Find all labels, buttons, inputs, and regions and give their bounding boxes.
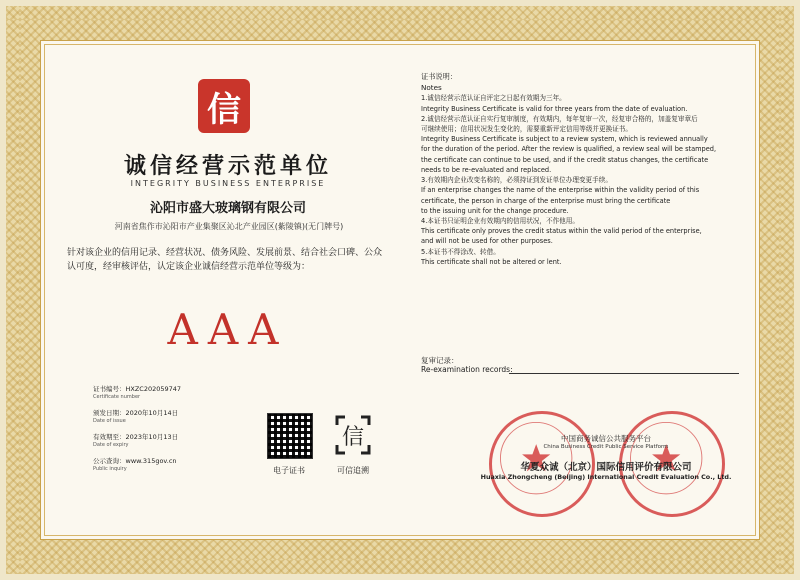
issuer-name-en: Huaxia Zhongcheng (Beijing) International Credit Evaluation Co., Ltd.	[480, 473, 732, 481]
note-line: to the issuing unit for the change procedure.	[421, 206, 569, 215]
note-line: needs to be re-evaluated and replaced.	[421, 165, 552, 174]
trace-label: 可信追溯	[337, 466, 369, 475]
cert-number: 证书编号：HXZC202059747 Certificate number	[93, 385, 182, 400]
note-line: This certificate shall not be altered or lent.	[421, 257, 562, 266]
certificate-body	[40, 40, 760, 540]
note-line: Integrity Business Certificate is valid for three years from the date of evaluation.	[421, 104, 688, 113]
note-line: This certificate only proves the credit status within the valid period of the enterprise,	[421, 227, 702, 236]
recheck-line	[509, 373, 739, 374]
certificate-title-en: INTEGRITY BUSINESS ENTERPRISE	[130, 179, 326, 188]
public-inquiry: 公示查询：www.315gov.cn Public inquiry	[93, 457, 177, 472]
rating-grade: AAA	[167, 305, 289, 354]
note-line: If an enterprise changes the name of the enterprise within the validity period of this	[421, 186, 700, 195]
note-line: for the duration of the period. After the review is qualified, a review seal will be stamped,	[421, 145, 717, 154]
company-name: 沁阳市盛大玻璃钢有限公司	[149, 201, 306, 216]
qr-label: 电子证书	[273, 466, 305, 475]
left-column	[53, 41, 403, 539]
issuer-name-cn: 华夏众诚（北京）国际信用评价有限公司	[520, 462, 692, 473]
trace-icon	[333, 413, 373, 457]
notes-list	[421, 93, 751, 267]
certificate-description: 针对该企业的信用记录、经营状况、债务风险、发展前景、结合社会口碑、公众认可度，经审核评估，认定该企业诚信经营示范单位等级为：	[67, 248, 383, 272]
note-line: the certificate can continue to be used, and if the credit status changes, the certificate	[421, 155, 709, 164]
note-line: 3.有效期内企业改变名称的，必须持证到发证单位办理变更手续。	[421, 176, 612, 185]
note-line: and will not be used for other purposes.	[421, 237, 553, 246]
note-line: 4.本证书只证明企业有效期内的信用状况，不作他用。	[421, 216, 579, 225]
issue-date: 颁发日期：2020年10月14日 Date of issue	[93, 409, 179, 424]
recheck-label-cn: 复审记录：	[421, 356, 459, 365]
platform-name-en: China Business Credit Public Service Platform	[543, 444, 669, 450]
credit-logo-icon: 信	[198, 79, 250, 133]
note-line: certificate, the person in charge of the enterprise must bring the certificate	[421, 196, 671, 205]
platform-name-cn: 中国商务诚信公共服务平台	[561, 434, 651, 443]
note-line: 1.诚信经营示范认证自评定之日起有效期为三年。	[421, 94, 566, 103]
note-line: Integrity Business Certificate is subject to a review system, which is reviewed annually	[421, 135, 708, 144]
company-address: 河南省焦作市沁阳市产业集聚区沁北产业园区(紫陵镇)(无门牌号)	[114, 222, 344, 231]
svg-text:信: 信	[341, 425, 365, 450]
note-line: 5.本证书不得涂改、转借。	[421, 247, 500, 256]
notes-title-cn: 证书说明：	[421, 72, 457, 81]
qr-code-icon	[267, 413, 313, 459]
certificate-title: 诚信经营示范单位	[123, 153, 332, 179]
notes-title-en: Notes	[421, 83, 442, 93]
note-line: 可继续使用；信用状况发生变化的，需要重新评定信用等级并更换证书。	[421, 124, 632, 133]
recheck-label-en: Re-examination records:	[421, 365, 513, 374]
note-line: 2.诚信经营示范认证自实行复审制度，有效期内，每年复审一次，经复审合格的，加盖复审章后	[421, 114, 698, 123]
expiry-date: 有效期至：2023年10月13日 Date of expiry	[93, 433, 179, 448]
